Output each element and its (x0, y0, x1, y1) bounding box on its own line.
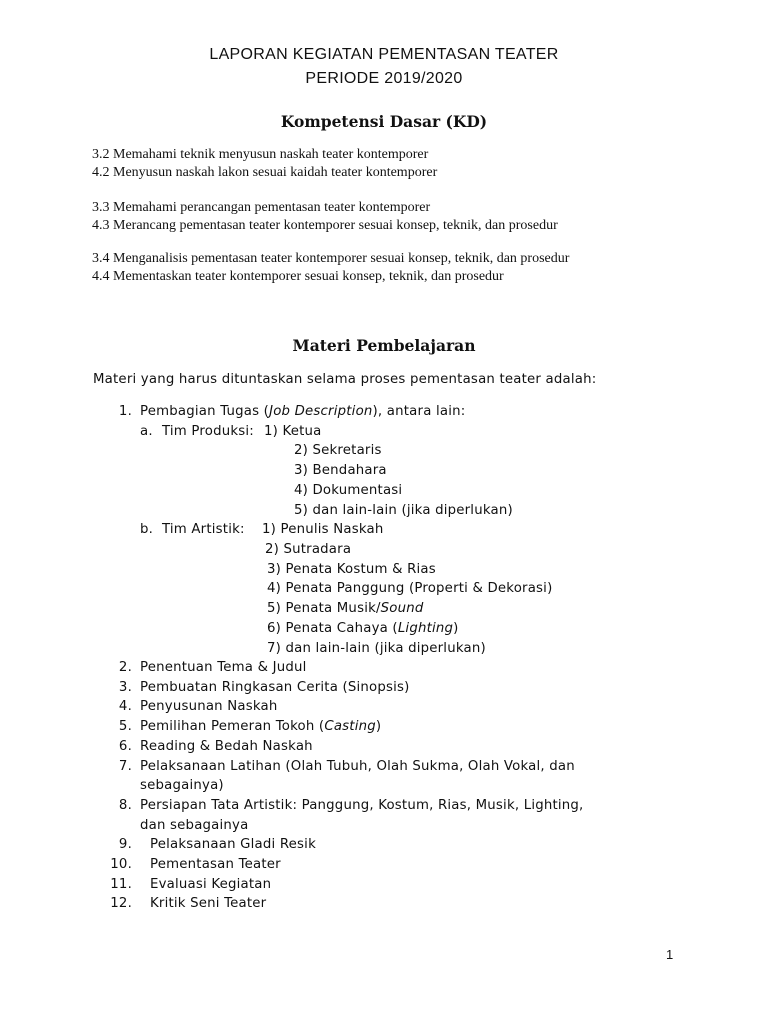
role-item: 2) Sekretaris (294, 443, 382, 458)
list-number: 4. (118, 699, 132, 714)
list-number: 8. (118, 798, 132, 813)
role-item: 4) Penata Panggung (Properti & Dekorasi) (267, 581, 553, 596)
list-item: Pembuatan Ringkasan Cerita (Sinopsis) (140, 680, 410, 695)
list-item-continuation: dan sebagainya (140, 818, 249, 833)
list-item: Penyusunan Naskah (140, 699, 278, 714)
kd-item: 3.2 Memahami teknik menyusun naskah teater kontemporer (92, 147, 429, 162)
list-item-continuation: sebagainya) (140, 778, 224, 793)
sublist-letter: a. (140, 424, 153, 439)
list-item: Pelaksanaan Latihan (Olah Tubuh, Olah Sukma, Olah Vokal, dan (140, 759, 575, 774)
role-item: 1) Penulis Naskah (262, 522, 384, 537)
list-number: 1. (118, 404, 132, 419)
role-item: 3) Penata Kostum & Rias (267, 562, 436, 577)
list-number: 2. (118, 660, 132, 675)
list-item: Persiapan Tata Artistik: Panggung, Kostum, Rias, Musik, Lighting, (140, 798, 584, 813)
role-item: 1) Ketua (264, 424, 322, 439)
page-number: 1 (666, 947, 674, 962)
list-item: Pemilihan Pemeran Tokoh (Casting) (140, 719, 382, 734)
list-item: Pelaksanaan Gladi Resik (150, 837, 316, 852)
materi-intro: Materi yang harus dituntaskan selama proses pementasan teater adalah: (93, 372, 597, 387)
list-number: 7. (118, 759, 132, 774)
role-item: 5) dan lain-lain (jika diperlukan) (294, 503, 513, 518)
tim-artistik-label: Tim Artistik: (162, 522, 245, 537)
materi-heading: Materi Pembelajaran (292, 336, 476, 355)
list-item: Evaluasi Kegiatan (150, 877, 272, 892)
kd-item: 4.3 Merancang pementasan teater kontemporer sesuai konsep, teknik, dan prosedur (92, 218, 558, 233)
document-period: PERIODE 2019/2020 (305, 70, 463, 87)
tim-produksi-label: Tim Produksi: (162, 424, 254, 439)
list-number: 11. (110, 877, 132, 892)
list-number: 10. (110, 857, 132, 872)
list-item: Kritik Seni Teater (150, 896, 267, 911)
list-number: 9. (118, 837, 132, 852)
list-number: 5. (118, 719, 132, 734)
document-title: LAPORAN KEGIATAN PEMENTASAN TEATER (209, 46, 559, 63)
list-item: Penentuan Tema & Judul (140, 660, 307, 675)
kd-item: 4.4 Mementaskan teater kontemporer sesuai konsep, teknik, dan prosedur (92, 269, 504, 284)
list-item: Pementasan Teater (150, 857, 281, 872)
role-item: 6) Penata Cahaya (Lighting) (267, 621, 459, 636)
list-number: 6. (118, 739, 132, 754)
list-number: 3. (118, 680, 132, 695)
role-item: 3) Bendahara (294, 463, 387, 478)
role-item: 7) dan lain-lain (jika diperlukan) (267, 641, 486, 656)
role-item: 5) Penata Musik/Sound (267, 601, 424, 616)
role-item: 2) Sutradara (265, 542, 352, 557)
kd-item: 4.2 Menyusun naskah lakon sesuai kaidah teater kontemporer (92, 165, 438, 180)
list-number: 12. (110, 896, 132, 911)
list-item: Reading & Bedah Naskah (140, 739, 313, 754)
list-item-job-description: Pembagian Tugas (Job Description), antara lain: (140, 404, 466, 419)
kd-item: 3.3 Memahami perancangan pementasan teater kontemporer (92, 200, 431, 215)
role-item: 4) Dokumentasi (294, 483, 403, 498)
sublist-letter: b. (140, 522, 154, 537)
kd-item: 3.4 Menganalisis pementasan teater kontemporer sesuai konsep, teknik, dan prosedur (92, 251, 570, 266)
kd-heading: Kompetensi Dasar (KD) (280, 112, 488, 131)
